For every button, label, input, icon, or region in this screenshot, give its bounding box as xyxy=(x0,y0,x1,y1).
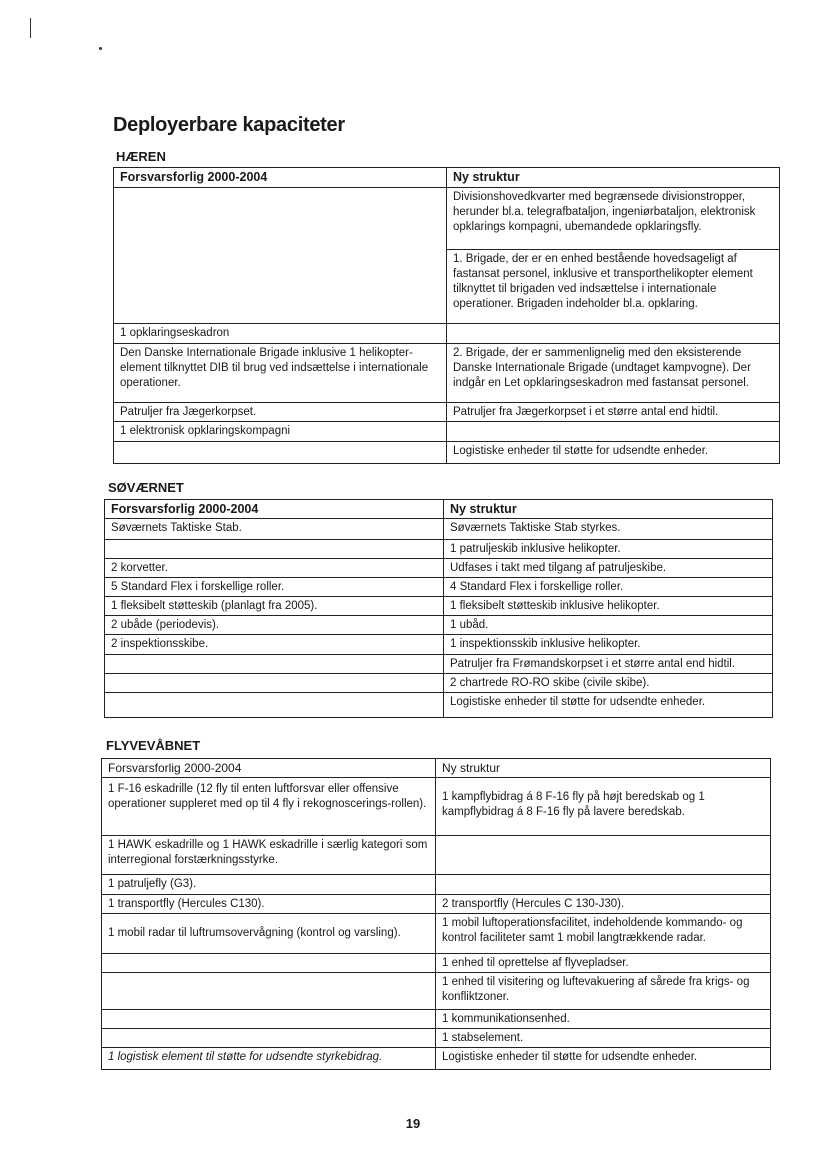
table-row: Divisionshovedkvarter med begrænsede divisionstropper, herunder bl.a. telegrafbataljon, ingeniørbataljon, elektronisk opklarings kompagni, ubemandede opklaringsfly. xyxy=(447,188,779,250)
table-row xyxy=(102,1010,435,1029)
table-row: Patruljer fra Jægerkorpset i et større antal end hidtil. xyxy=(447,403,779,422)
table-row: 1 inspektionsskib inklusive helikopter. xyxy=(444,635,772,655)
table-row xyxy=(436,875,770,895)
table-row xyxy=(447,324,779,344)
column-header: Forsvarsforlig 2000-2004 xyxy=(105,500,443,519)
page-title: Deployerbare kapaciteter xyxy=(113,114,345,136)
table-row: 1 kampflybidrag á 8 F-16 fly på højt beredskab og 1 kampflybidrag á 8 F-16 fly på lavere beredskab. xyxy=(436,778,770,836)
column-header: Forsvarsforlig 2000-2004 xyxy=(114,168,446,188)
table-row xyxy=(105,693,443,719)
table-row: 5 Standard Flex i forskellige roller. xyxy=(105,578,443,597)
soevaernet-right-column xyxy=(443,499,773,718)
table-row: 1 transportfly (Hercules C130). xyxy=(102,895,435,914)
table-row: 1 F-16 eskadrille (12 fly til enten luftforsvar eller offensive operationer suppleret med op til 4 fly i rekognoscerings-rollen). xyxy=(102,778,435,836)
table-row: 1 fleksibelt støtteskib inklusive helikopter. xyxy=(444,597,772,616)
table-row: 1. Brigade, der er en enhed bestående hovedsageligt af fastansat personel, inklusive et transporthelikopter element tilknyttet til brigaden ved indsættelse i internationale operationer. Brigaden indeholder bl.a. opklaring. xyxy=(447,250,779,324)
column-header: Forsvarsforlig 2000-2004 xyxy=(102,759,435,778)
table-row: Den Danske Internationale Brigade inklusive 1 helikopter-element tilknyttet DIB til brug ved indsættelse i internationale operationer. xyxy=(114,344,446,403)
section-label-flyvevaabnet: FLYVEVÅBNET xyxy=(106,738,201,753)
table-row: 1 patruljeskib inklusive helikopter. xyxy=(444,540,772,559)
soevaernet-table xyxy=(104,499,773,718)
table-row: 2 transportfly (Hercules C 130-J30). xyxy=(436,895,770,914)
table-row: 1 opklaringseskadron xyxy=(114,324,446,344)
table-row xyxy=(105,540,443,559)
table-row: 1 patruljefly (G3). xyxy=(102,875,435,895)
table-row: 2. Brigade, der er sammenlignelig med den eksisterende Danske Internationale Brigade (undtaget kampvogne). Der indgår en Let opklaringseskadron med fastansat personel. xyxy=(447,344,779,403)
table-row: Søværnets Taktiske Stab. xyxy=(105,519,443,540)
table-row: Udfases i takt med tilgang af patruljeskibe. xyxy=(444,559,772,578)
table-row: Logistiske enheder til støtte for udsendte enheder. xyxy=(453,445,709,457)
table-row: 1 mobil radar til luftrumsovervågning (kontrol og varsling). xyxy=(102,914,435,954)
table-row: Logistiske enheder til støtte for udsendte enheder. xyxy=(450,696,706,708)
table-row: Logistiske enheder til støtte for udsendte enheder. xyxy=(442,1051,698,1063)
table-row: 2 korvetter. xyxy=(105,559,443,578)
table-row xyxy=(114,442,446,463)
table-row: 1 stabselement. xyxy=(436,1029,770,1048)
table-row xyxy=(102,954,435,973)
page-number: 19 xyxy=(405,1116,421,1131)
flyvevaabnet-right-column xyxy=(435,758,771,1070)
table-row xyxy=(436,836,770,875)
table-row: 1 ubåd. xyxy=(444,616,772,635)
table-row: 4 Standard Flex i forskellige roller. xyxy=(444,578,772,597)
table-row: 1 enhed til visitering og luftevakuering af sårede fra krigs- og konfliktzoner. xyxy=(436,973,770,1010)
table-row: 1 elektronisk opklaringskompagni xyxy=(114,422,446,442)
table-row: 2 ubåde (periodevis). xyxy=(105,616,443,635)
scan-dot xyxy=(99,47,102,50)
table-row: 2 inspektionsskibe. xyxy=(105,635,443,655)
table-row: 1 HAWK eskadrille og 1 HAWK eskadrille i særlig kategori som interregional forstærkningsstyrke. xyxy=(102,836,435,875)
table-row xyxy=(114,188,446,324)
table-row xyxy=(105,674,443,693)
soevaernet-left-column xyxy=(104,499,444,718)
table-row: Patruljer fra Jægerkorpset. xyxy=(114,403,446,422)
table-row: Søværnets Taktiske Stab styrkes. xyxy=(444,519,772,540)
haeren-table xyxy=(113,167,780,464)
haeren-left-column xyxy=(113,167,447,464)
table-row: 1 kommunikationsenhed. xyxy=(436,1010,770,1029)
table-row xyxy=(105,655,443,674)
table-row: 2 chartrede RO-RO skibe (civile skibe). xyxy=(444,674,772,693)
section-label-haeren: HÆREN xyxy=(116,149,166,164)
column-header: Ny struktur xyxy=(436,759,770,778)
flyvevaabnet-left-column xyxy=(101,758,436,1070)
table-row: 1 enhed til oprettelse af flyvepladser. xyxy=(436,954,770,973)
table-row: 1 fleksibelt støtteskib (planlagt fra 2005). xyxy=(105,597,443,616)
table-row xyxy=(447,422,779,442)
table-row xyxy=(102,973,435,1010)
scan-mark xyxy=(30,18,31,38)
table-row xyxy=(102,1029,435,1048)
table-row: 1 mobil luftoperationsfacilitet, indeholdende kommando- og kontrol faciliteter samt 1 mobil langtrækkende radar. xyxy=(436,914,770,954)
section-label-soevaernet: SØVÆRNET xyxy=(108,480,184,495)
column-header: Ny struktur xyxy=(444,500,772,519)
flyvevaabnet-table xyxy=(101,758,771,1070)
haeren-right-column xyxy=(446,167,780,464)
table-row: 1 logistisk element til støtte for udsendte styrkebidrag. xyxy=(108,1051,383,1063)
column-header: Ny struktur xyxy=(447,168,779,188)
table-row: Patruljer fra Frømandskorpset i et større antal end hidtil. xyxy=(444,655,772,674)
